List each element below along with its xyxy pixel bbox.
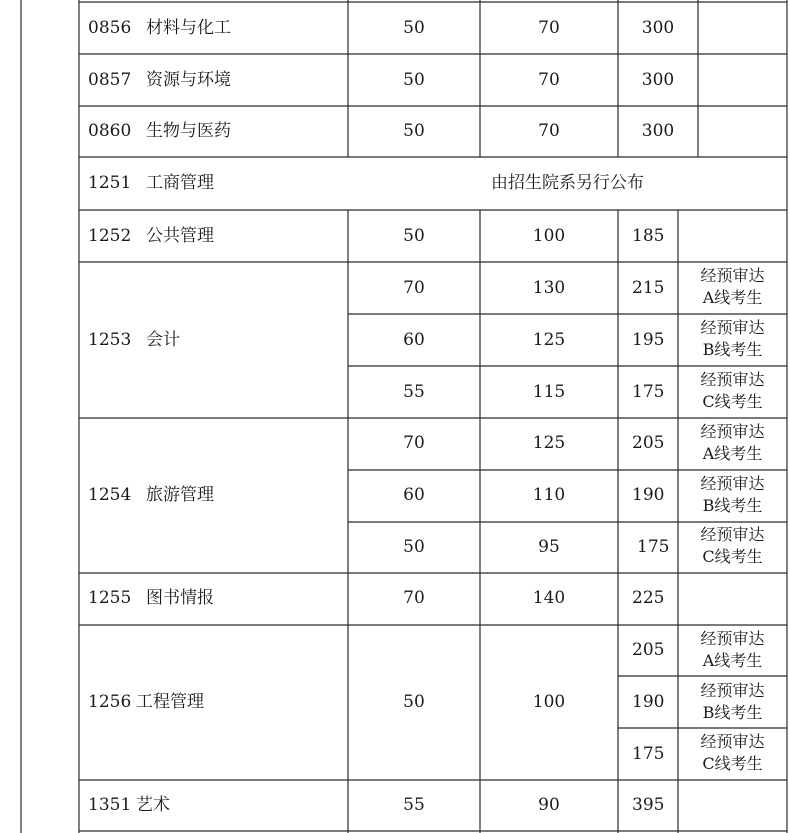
note-cell: [678, 680, 787, 724]
score1-cell: 55: [403, 795, 425, 815]
score2-cell: 130: [532, 278, 566, 298]
score1-cell: 50: [403, 18, 425, 38]
row-name: 旅游管理: [146, 485, 214, 505]
score2-cell: 95: [538, 537, 560, 557]
note-line: 经预审达: [700, 422, 765, 441]
score1-cell: 50: [403, 226, 425, 246]
total-cell: 205: [632, 433, 665, 453]
note-line: 经预审达: [700, 370, 765, 389]
row-code: 0856: [88, 18, 132, 38]
note-line: 经预审达: [700, 266, 765, 285]
score1-cell: 50: [403, 121, 425, 141]
score2-cell: 70: [538, 18, 560, 38]
score1-cell: 70: [403, 433, 425, 453]
score1-cell: 70: [403, 278, 425, 298]
row-name: 会计: [146, 330, 180, 350]
note-cell: [678, 628, 787, 672]
note-line: 经预审达: [700, 629, 765, 648]
score2-cell: 100: [532, 226, 566, 246]
note-line: 经预审达: [700, 525, 765, 544]
score2-cell: 100: [532, 692, 566, 712]
row-name: 资源与环境: [146, 70, 231, 90]
score1-cell: 55: [403, 382, 425, 402]
note-cell: [678, 369, 787, 413]
row-code: 0857: [88, 70, 132, 90]
note-line: A线考生: [702, 444, 763, 463]
row-code: 1253: [88, 330, 132, 350]
note-line: B线考生: [702, 340, 763, 359]
row-name: 艺术: [136, 795, 170, 815]
score2-cell: 125: [532, 330, 566, 350]
note-line: 经预审达: [700, 732, 765, 751]
score2-cell: 125: [532, 433, 566, 453]
total-cell: 195: [632, 330, 665, 350]
score2-cell: 70: [538, 121, 560, 141]
row-name: 工商管理: [146, 173, 214, 193]
total-cell: 300: [641, 70, 675, 90]
score2-cell: 110: [532, 485, 566, 505]
note-line: A线考生: [702, 651, 763, 670]
total-cell: 175: [637, 537, 670, 557]
score1-cell: 50: [403, 537, 425, 557]
note-line: B线考生: [702, 496, 763, 515]
note-line: 经预审达: [700, 318, 765, 337]
row-name: 工程管理: [136, 692, 204, 712]
note-line: 经预审达: [700, 681, 765, 700]
total-cell: 215: [632, 278, 665, 298]
row-code: 1251: [88, 173, 132, 193]
note-line: B线考生: [702, 703, 763, 722]
note-line: A线考生: [702, 288, 763, 307]
score1-cell: 60: [403, 330, 425, 350]
note-cell: [678, 317, 787, 361]
note-cell: [678, 731, 787, 775]
score1-cell: 50: [403, 692, 425, 712]
note-cell: [678, 421, 787, 465]
score1-cell: 60: [403, 485, 425, 505]
row-name: 图书情报: [146, 588, 214, 608]
row-code: 1351: [88, 795, 132, 815]
total-cell: 225: [632, 588, 665, 608]
score1-cell: 50: [403, 70, 425, 90]
total-cell: 300: [641, 121, 675, 141]
note-line: C线考生: [702, 547, 763, 566]
row-code: 1256: [88, 692, 132, 712]
row-name: 公共管理: [146, 226, 214, 246]
row-name: 生物与医药: [146, 121, 231, 141]
total-cell: 190: [632, 692, 665, 712]
score2-cell: 90: [538, 795, 560, 815]
score2-cell: 115: [532, 382, 566, 402]
note-cell: [678, 524, 787, 568]
row-code: 1255: [88, 588, 132, 608]
row-code: 0860: [88, 121, 132, 141]
total-cell: 175: [632, 744, 665, 764]
score2-cell: 70: [538, 70, 560, 90]
merged-note-cell: 由招生院系另行公布: [491, 173, 644, 193]
row-name: 材料与化工: [146, 18, 231, 38]
total-cell: 205: [632, 640, 665, 660]
total-cell: 175: [632, 382, 665, 402]
note-line: 经预审达: [700, 474, 765, 493]
total-cell: 190: [632, 485, 665, 505]
note-line: C线考生: [702, 392, 763, 411]
row-code: 1254: [88, 485, 132, 505]
note-line: C线考生: [702, 754, 763, 773]
total-cell: 185: [632, 226, 665, 246]
note-cell: [678, 265, 787, 309]
row-code: 1252: [88, 226, 132, 246]
total-cell: 395: [632, 795, 665, 815]
note-cell: [678, 473, 787, 517]
score1-cell: 70: [403, 588, 425, 608]
score2-cell: 140: [532, 588, 566, 608]
total-cell: 300: [641, 18, 675, 38]
